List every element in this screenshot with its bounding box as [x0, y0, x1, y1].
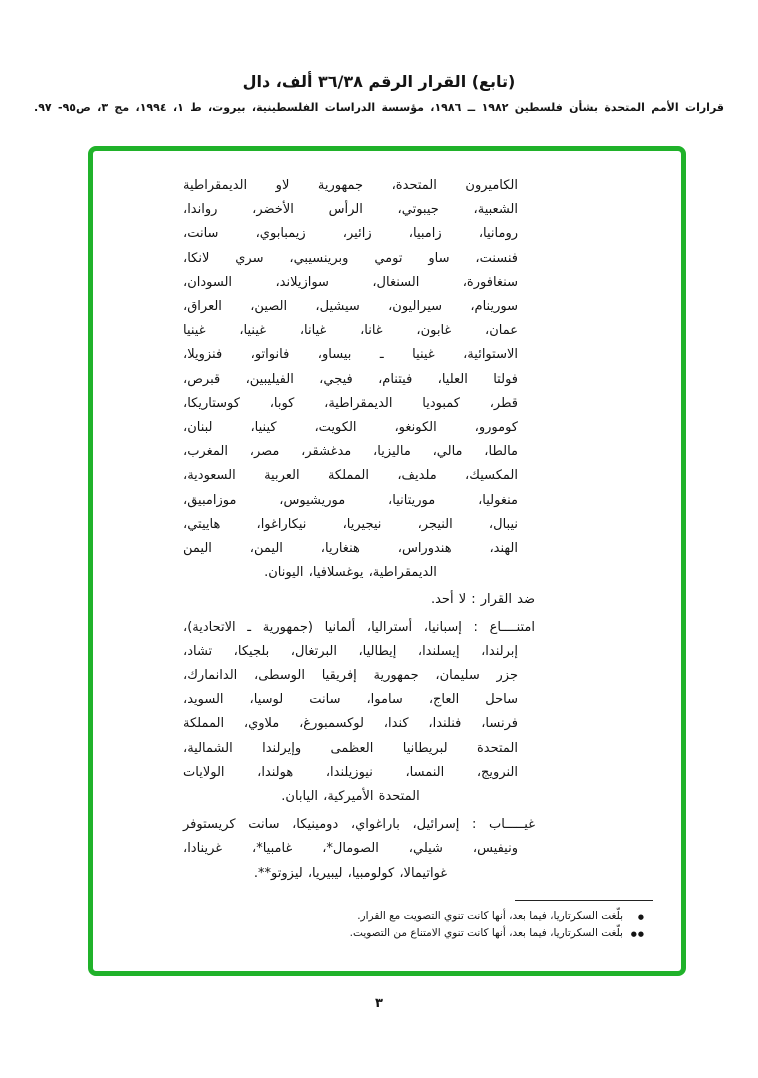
with-resolution-continuation	[183, 174, 535, 585]
abstain-separator: :	[461, 619, 490, 635]
against-value: لا أحد.	[430, 592, 467, 608]
footnote-text: بلّغت السكرتاريا، فيما بعد، أنها كانت تنوي الامتناع من التصويت.	[349, 926, 623, 939]
footnote-row	[203, 908, 645, 925]
absent-label-line	[183, 813, 535, 837]
countries-line: المتحدة لبريطانيا العظمى وإيرلندا الشمالية،	[183, 740, 518, 756]
countries-line: ونيفيس، شيلي، الصومال*، غامبيا*، غرينادا،	[183, 841, 518, 857]
citation-line: قرارات الأمم المتحدة بشأن فلسطين ١٩٨٢ ــ ١٩٨٦، مؤسسة الدراسات الفلسطينية، بيروت، ط ١، ١٩٩٤، مج ٣، ص٩٥- ٩٧.	[34, 101, 724, 114]
footnote-bullet-icon: ●	[637, 912, 645, 921]
against-label: ضد القرار	[480, 592, 535, 608]
against-section	[183, 588, 535, 612]
footnote-bullet-icon: ●●	[630, 929, 645, 938]
countries-line: عمان، غابون، غانا، غيانا، غينيا، غينيا	[183, 323, 518, 339]
countries-line: مالطا، مالي، ماليزيا، مدغشقر، مصر، المغرب،	[183, 444, 518, 460]
countries-line: سنغافورة، السنغال، سوازيلاند، السودان،	[183, 274, 518, 290]
absent-separator: :	[459, 817, 490, 833]
page-header	[0, 0, 758, 115]
against-line	[183, 588, 535, 612]
countries-line: قطر، كمبوديا الديمقراطية، كوبا، كوستاريكا،	[183, 395, 518, 411]
vote-record	[93, 151, 681, 886]
resolution-box	[88, 146, 686, 976]
countries-line: فرنسا، فنلندا، كندا، لوكسمبورغ، ملاوي، المملكة	[183, 716, 518, 732]
footnotes	[203, 900, 645, 942]
footnote-text: بلّغت السكرتاريا، فيما بعد، أنها كانت تنوي التصويت مع القرار.	[357, 909, 623, 922]
countries-line: نيبال، النيجر، نيجيريا، نيكاراغوا، هاييتي،	[183, 516, 518, 532]
countries-line: النرويج، النمسا، نيوزيلندا، هولندا، الولايات	[183, 764, 518, 780]
page-title: (تابع) القرار الرقم ٣٦/٣٨ ألف، دال	[242, 72, 516, 91]
abstain-label: امتنــــاع	[489, 619, 535, 635]
absent-label: غيـــــاب	[489, 817, 535, 833]
footnote-divider	[515, 900, 653, 901]
against-separator: :	[466, 592, 481, 608]
abstain-label-line	[183, 616, 535, 640]
countries-line-last: غواتيمالا، كولومبيا، ليبيريا، ليزوتو**.	[253, 865, 448, 881]
countries-line: رومانيا، زامبيا، زائير، زيمبابوي، سانت،	[183, 226, 518, 242]
countries-line: جزر سليمان، جمهورية إفريقيا الوسطى، الدانمارك،	[183, 668, 518, 684]
absent-section	[183, 813, 535, 886]
countries-line: الشعبية، جيبوتي، الرأس الأخضر، رواندا،	[183, 202, 518, 218]
countries-line: ساحل العاج، ساموا، سانت لوسيا، السويد،	[183, 692, 518, 708]
absent-first-line: إسرائيل، باراغواي، دومينيكا، سانت كريستوفر	[183, 817, 460, 833]
countries-line: المكسيك، ملديف، المملكة العربية السعودية،	[183, 468, 518, 484]
countries-line: فنسنت، ساو تومي وبرينسيبي، سري لانكا،	[183, 250, 518, 266]
abstain-first-line: إسبانيا، أستراليا، ألمانيا (جمهورية ـ الاتحادية)،	[183, 619, 462, 635]
countries-line: سورينام، سيراليون، سيشيل، الصين، العراق،	[183, 299, 518, 315]
countries-line: منغوليا، موريتانيا، موريشيوس، موزامبيق،	[183, 492, 518, 508]
countries-line: إبرلندا، إيسلندا، إيطاليا، البرتغال، بلجيكا، تشاد،	[183, 643, 518, 659]
countries-line: الكاميرون المتحدة، جمهورية لاو الديمقراطية	[183, 178, 518, 193]
countries-line: كومورو، الكونغو، الكويت، كينيا، لبنان،	[183, 420, 518, 436]
abstain-section	[183, 616, 535, 810]
countries-line: الاستوائية، غينيا ـ بيساو، فانواتو، فنزويلا،	[183, 347, 518, 363]
countries-line-last: المتحدة الأميركية، اليابان.	[281, 789, 420, 805]
footnote-row	[203, 925, 645, 942]
countries-line: فولتا العليا، فيتنام، فيجي، الفيليبين، قبرص،	[183, 371, 518, 387]
countries-line-last: الديمقراطية، يوغسلافيا، اليونان.	[264, 565, 437, 581]
page-number: ٣	[375, 996, 383, 1011]
countries-line: الهند، هندوراس، هنغاريا، اليمن، اليمن	[183, 541, 518, 557]
